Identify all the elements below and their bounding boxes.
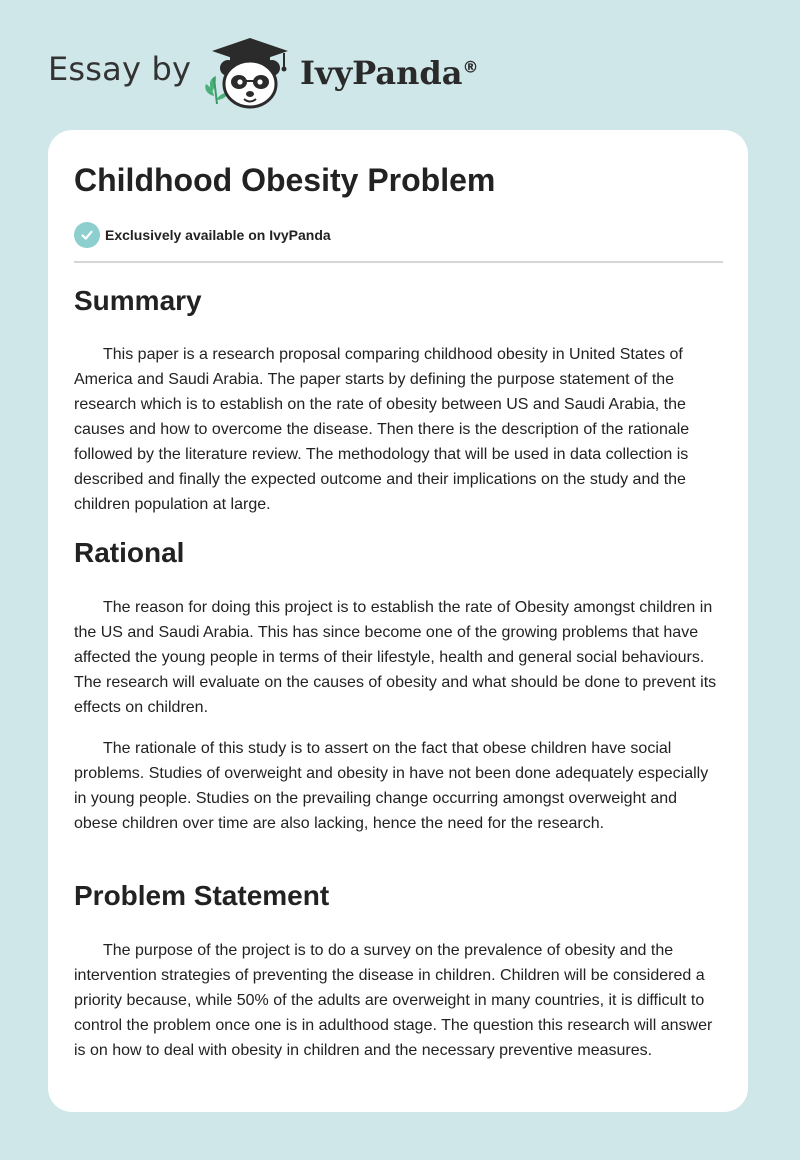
section-heading-summary: Summary [74,285,202,316]
site-header [0,0,800,130]
essay-by-label: Essay by [48,50,192,88]
exclusive-badge [74,222,331,248]
article-title: Childhood Obesity Problem [74,162,496,198]
exclusive-badge-text: Exclusively available on IvyPanda [105,227,331,243]
article-card [48,130,748,1112]
title-divider [74,261,723,263]
check-circle-icon [74,222,100,248]
panda-logo-icon[interactable] [200,34,295,109]
section-heading-rational: Rational [74,537,185,568]
brand-name[interactable]: IvyPanda® [300,54,479,92]
rational-paragraph-1: The reason for doing this project is to establish the rate of Obesity amongst children in the US and Saudi Arabia. This has since become one of the growing problems that have affected the young people in terms of their lifestyle, health and general social behaviours. The research will evaluate on the causes of obesity and what should be done to prevent its effects on children. [74,599,717,716]
summary-paragraph: This paper is a research proposal comparing childhood obesity in United States of America and Saudi Arabia. The paper starts by defining the purpose statement of the research which is to establish on the rate of obesity between US and Saudi Arabia, the causes and how to overcome the disease. Then there is the description of the rationale followed by the literature review. The methodology that will be used in data collection is described and finally the expected outcome and their implications on the study and the children population at large. [74,346,690,513]
rational-paragraph-2: The rationale of this study is to assert on the fact that obese children have social problems. Studies of overweight and obesity in have not been done adequately especially in young people. Studies on the prevailing change occurring amongst overweight and obese children over time are also lacking, hence the need for the research. [74,740,709,832]
problem-statement-paragraph: The purpose of the project is to do a survey on the prevalence of obesity and the intervention strategies of preventing the disease in children. Children will be considered a priority because, while 50% of the adults are overweight in many countries, it is difficult to control the problem once one is in adulthood stage. The question this research will answer is on how to deal with obesity in children and the necessary preventive measures. [74,942,713,1059]
registered-mark: ® [462,57,479,77]
section-heading-problem-statement: Problem Statement [74,880,330,911]
